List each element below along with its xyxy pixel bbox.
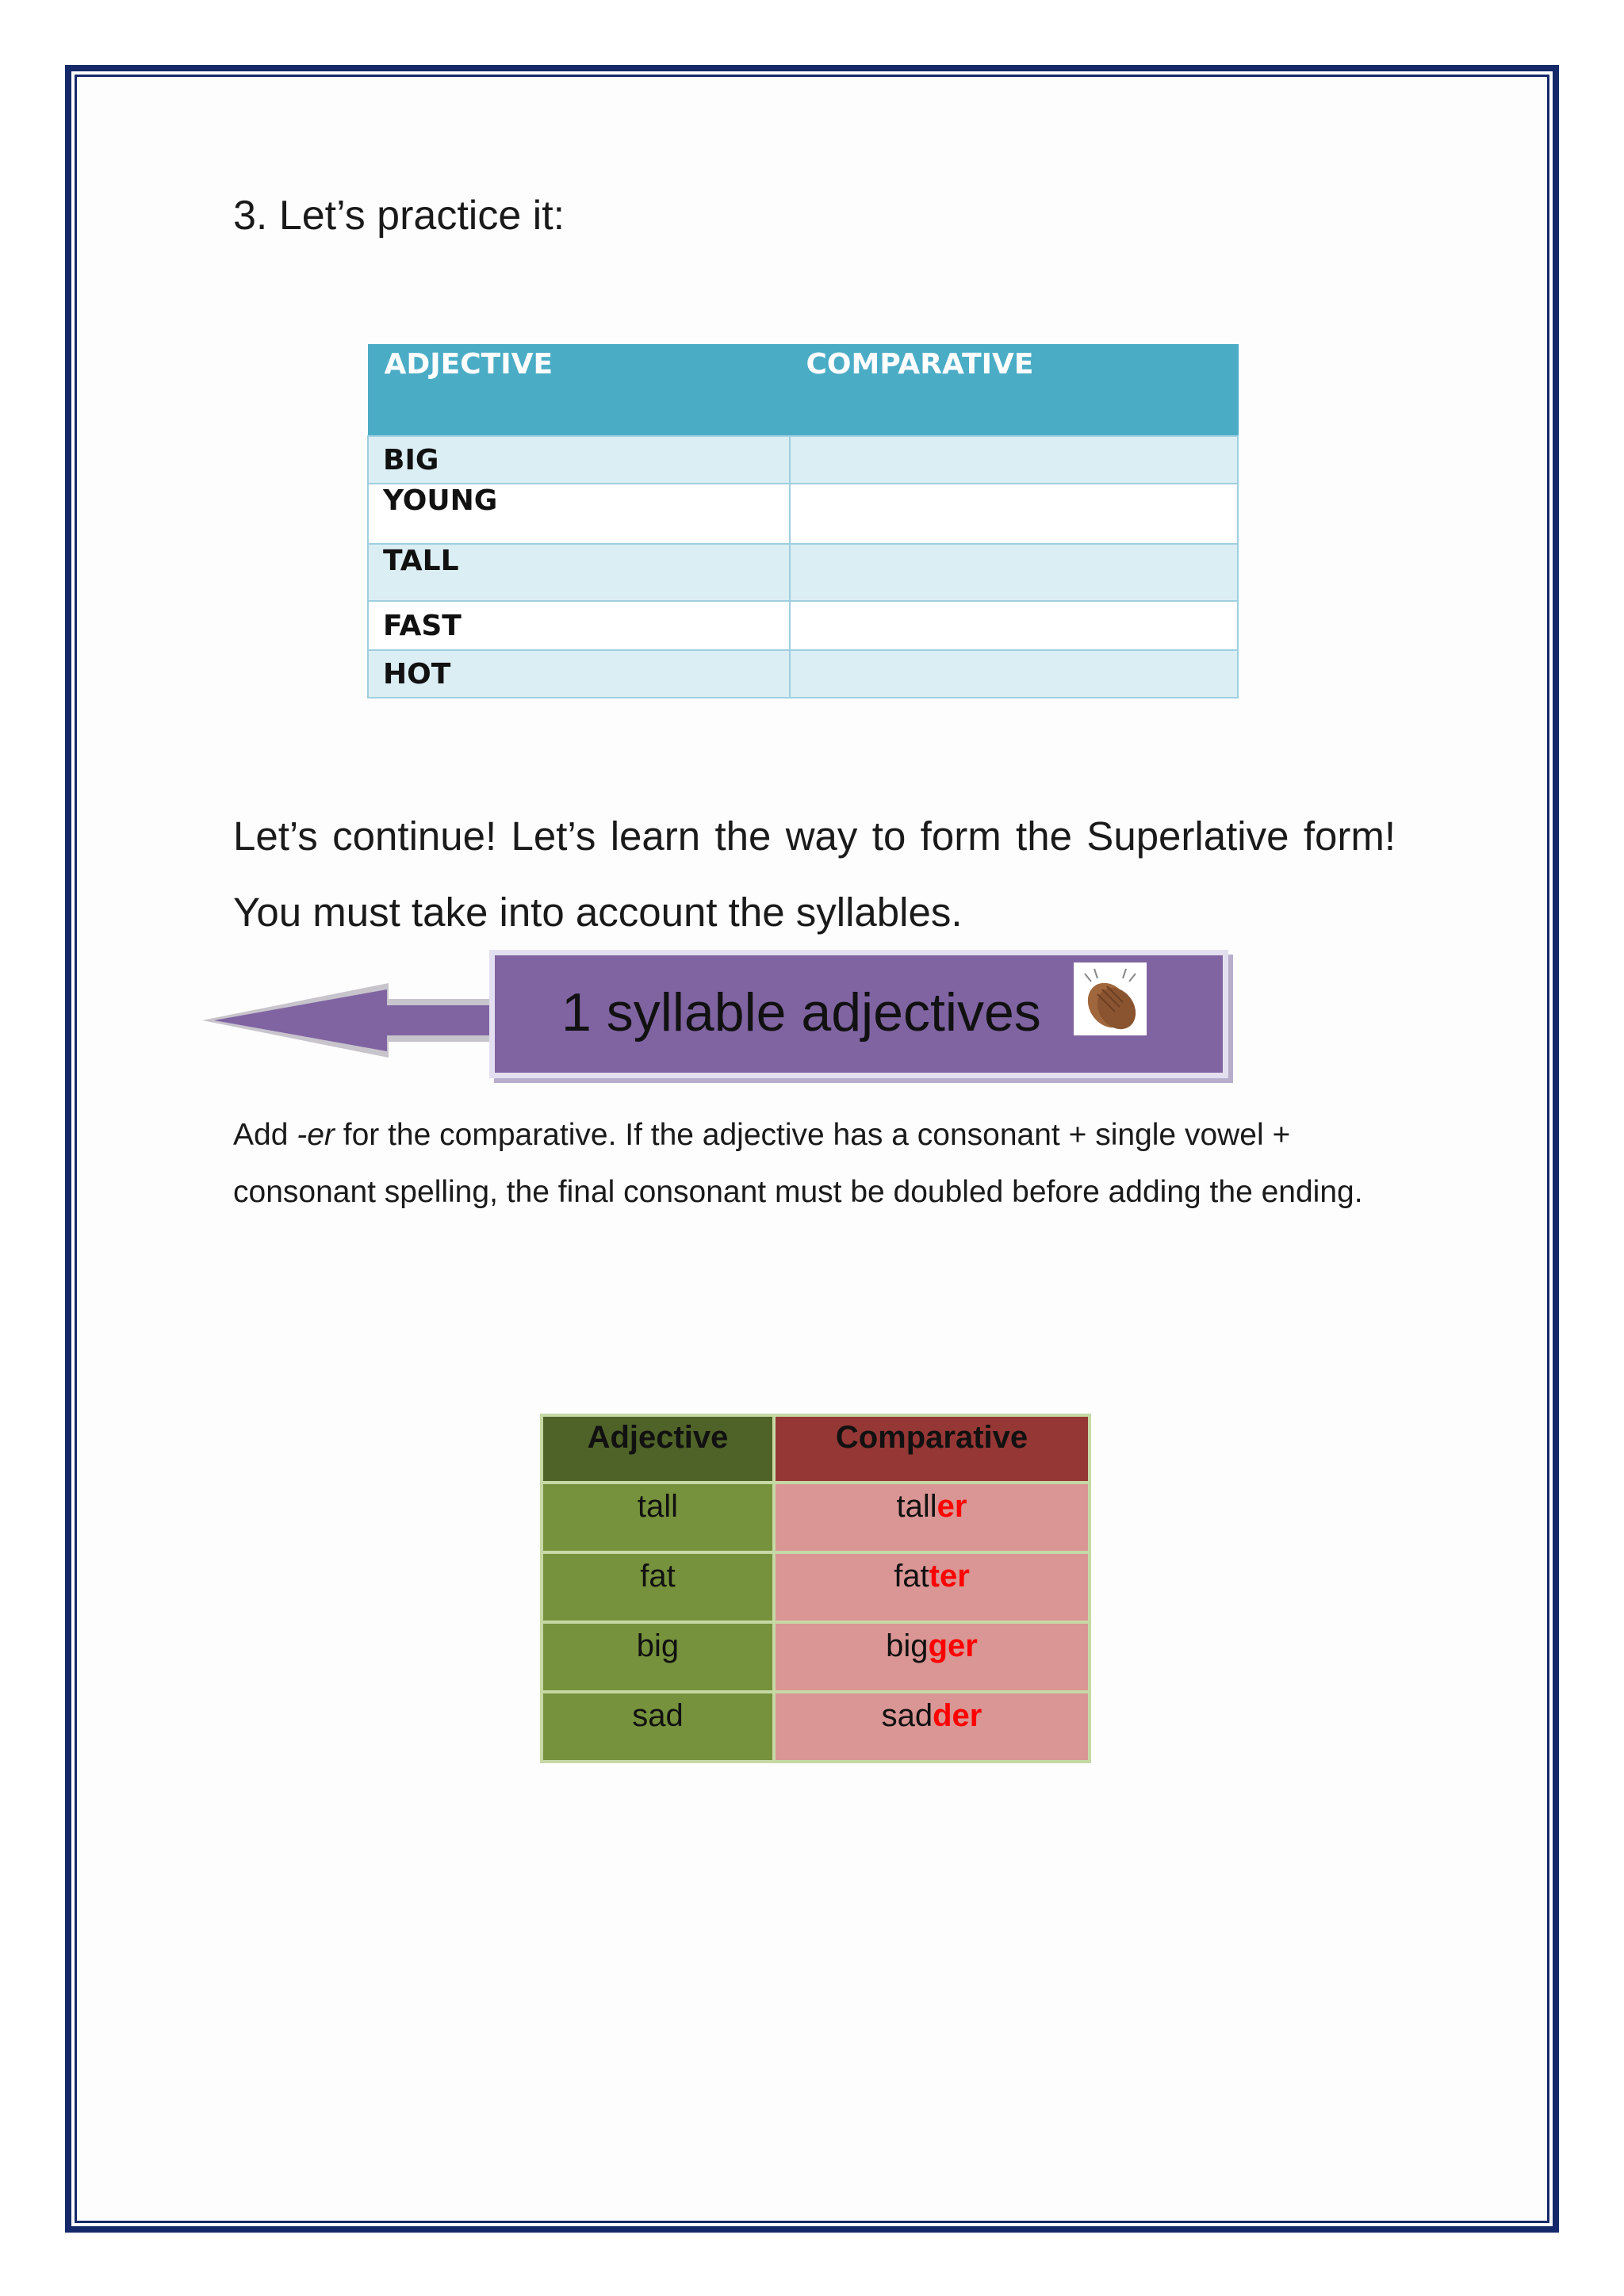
comparative-base: fat — [894, 1559, 929, 1594]
example-comparative — [776, 1554, 1088, 1621]
practice-row — [368, 601, 1238, 650]
example-adjective: tall — [543, 1484, 772, 1551]
example-adjective: fat — [543, 1554, 772, 1621]
example-row — [543, 1554, 1088, 1621]
practice-answer-cell[interactable] — [790, 544, 1238, 601]
practice-row — [368, 544, 1238, 601]
example-adjective: sad — [543, 1693, 772, 1760]
example-header-comparative: Comparative — [776, 1417, 1088, 1481]
practice-row — [368, 650, 1238, 698]
example-comparative — [776, 1693, 1088, 1760]
practice-adjective-cell: HOT — [368, 650, 790, 698]
practice-header-row — [368, 345, 1238, 437]
example-adjective: big — [543, 1624, 772, 1690]
comparative-suffix: der — [933, 1698, 982, 1733]
practice-table — [367, 344, 1239, 698]
comparative-suffix: er — [936, 1489, 967, 1524]
rule-suffix: -er — [297, 1118, 335, 1152]
comparative-base: tall — [896, 1489, 937, 1524]
practice-header-comparative: COMPARATIVE — [790, 345, 1238, 437]
example-row — [543, 1624, 1088, 1690]
practice-adjective-cell: TALL — [368, 544, 790, 601]
practice-row — [368, 436, 1238, 484]
example-row — [543, 1693, 1088, 1760]
comparative-base: sad — [881, 1698, 933, 1733]
comparative-suffix: ter — [929, 1559, 970, 1594]
practice-answer-cell[interactable] — [790, 650, 1238, 698]
comparative-base: big — [886, 1628, 929, 1663]
practice-adjective-cell: BIG — [368, 436, 790, 484]
intro-paragraph: Let’s continue! Let’s learn the way to form the Superlative form! You must take into account the syllables. — [233, 813, 1396, 935]
rule-post: for the comparative. If the adjective has a consonant + single vowel + consonant spelling, the final consonant must be doubled before adding the ending. — [233, 1118, 1363, 1209]
example-comparative — [776, 1484, 1088, 1551]
left-arrow-icon — [198, 977, 500, 1064]
example-header-row — [543, 1417, 1088, 1481]
example-comparative — [776, 1624, 1088, 1690]
example-header-adjective: Adjective — [543, 1417, 772, 1481]
practice-row — [368, 484, 1238, 544]
example-table — [540, 1414, 1091, 1763]
practice-header-adjective: ADJECTIVE — [368, 345, 790, 437]
rule-pre: Add — [233, 1118, 297, 1152]
clapping-hands-icon — [1074, 962, 1147, 1035]
section-heading: 3. Let’s practice it: — [233, 193, 565, 239]
example-row — [543, 1484, 1088, 1551]
practice-answer-cell[interactable] — [790, 601, 1238, 650]
rule-explanation — [233, 1107, 1391, 1221]
practice-answer-cell[interactable] — [790, 484, 1238, 544]
practice-adjective-cell: YOUNG — [368, 484, 790, 544]
practice-answer-cell[interactable] — [790, 436, 1238, 484]
practice-adjective-cell: FAST — [368, 601, 790, 650]
banner-title: 1 syllable adjectives — [561, 982, 1041, 1043]
comparative-suffix: ger — [928, 1628, 978, 1663]
